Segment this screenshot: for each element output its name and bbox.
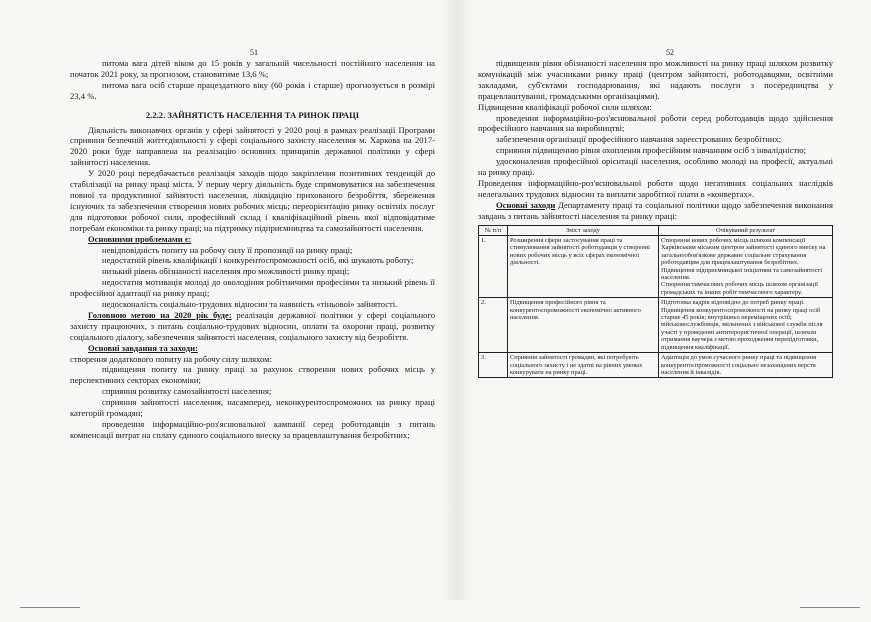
row-measure: Підвищення професійного рівня та конкурентоспроможності економічно активного населення. — [508, 298, 659, 353]
row-number: 2. — [479, 298, 508, 353]
table-header-row — [479, 225, 833, 235]
problems-heading: Основними проблемами є: — [88, 233, 192, 244]
result-item: Підвищення підприємницької ініціативи та самозайнятості населення. — [661, 266, 822, 282]
result-item: Адаптація до умов сучасного ринку праці та підвищення конкурентоспроможності соціально незахищених верств населення й інвалідів. — [661, 354, 817, 376]
paragraph: проведення інформаційно-роз'яснювальної роботи серед роботодавців щодо здійснення професійного навчання на виробництві; — [478, 112, 833, 134]
tasks-intro: створення додаткового попиту на робочу силу шляхом: — [70, 353, 272, 364]
row-result — [659, 353, 833, 378]
problems-list — [70, 245, 435, 310]
list-item: проведення інформаційно-роз'яснювальної кампанії серед роботодавців з питань компенсації витрат на сплату єдиного соціального внеску за працевлаштування безробітних; — [70, 419, 435, 440]
page-gutter — [440, 0, 474, 600]
header-measure: Зміст заходу — [508, 225, 659, 235]
row-measure: Розширення сфери застосування праці та стимулювання зайнятості роботодавців у створенні нових робочих місць у всіх сферах економічної діяльності. — [508, 236, 659, 298]
page-number: 52 — [666, 48, 674, 57]
header-result: Очікуваний результат — [659, 225, 833, 235]
row-result — [659, 236, 833, 298]
list-item: низький рівень обізнаності населення про можливості ринку праці; — [102, 266, 350, 277]
paragraph: підвищення рівня обізнаності населення про можливості на ринку праці шляхом розвитку комунікацій між учасниками ринку праці (центром зайнятості, роботодавцями, освітніми закладами, суб'єктами господарювання, які надають послуги з посередництва у працевлаштуванні, громадськими організаціями). — [478, 58, 833, 101]
page-right — [478, 0, 833, 600]
section-heading: 2.2.2. ЗАЙНЯТІСТЬ НАСЕЛЕННЯ ТА РИНОК ПРАЦІ — [145, 109, 360, 120]
tasks-list — [70, 364, 435, 440]
row-number: 1. — [479, 236, 508, 298]
list-item: невідповідність попиту на робочу силу її пропозиції на ринку праці; — [102, 244, 353, 255]
row-result — [659, 298, 833, 353]
list-item: сприяння зайнятості населення, насамперед, неконкурентоспроможних на ринку праці категорій громадян; — [70, 397, 435, 419]
paragraph: удосконалення професійної орієнтації населення, особливо молоді на професії, актуальні на ринку праці. — [478, 156, 833, 178]
paragraph: питома вага осіб старше працездатного віку (60 років і старше) прогнозується в розмірі 23,4 %. — [70, 79, 435, 101]
result-item: Створення нових робочих місць шляхом компенсації Харківським міським центром зайнятості єдиного внеску на загальнообов'язкове державне соціальне страхування роботодавцям для працевлаштування безробітних. — [661, 237, 826, 267]
page-text — [70, 58, 435, 441]
list-item: недостатня мотивація молоді до оволодіння робітничими професіями та низький рівень її професійної адаптації на ринку праці; — [70, 277, 435, 299]
tasks-heading: Основні завдання та заходи: — [88, 342, 198, 353]
paragraph: забезпечення організації професійного навчання зареєстрованих безробітних; — [496, 134, 782, 145]
list-item: недостатній рівень кваліфікації і конкурентоспроможності осіб, які шукають роботу; — [102, 255, 414, 266]
header-number: № п/п — [479, 225, 508, 235]
list-item: недосконалість соціально-трудових відносин та наявність «тіньової» зайнятості. — [102, 299, 398, 310]
paragraphs — [478, 58, 833, 200]
page-text — [478, 58, 833, 378]
table-row — [479, 236, 833, 298]
paragraph: Підвищення кваліфікації робочої сили шляхом: — [478, 101, 652, 112]
list-item: підвищення попиту на ринку праці за рахунок створення нових робочих місць у перспективних секторах економіки; — [70, 364, 435, 386]
page-left — [70, 0, 435, 600]
row-measure: Сприяння зайнятості громадян, які потребують соціального захисту і не здатні на рівних умовах конкурувати на ринку праці. — [508, 353, 659, 378]
table-row — [479, 298, 833, 353]
scan-edge-line — [800, 607, 860, 608]
goal-paragraph: Головною метою на 2020 рік буде: реалізація державної політики у сфері соціального захисту працюючих, з питань соціально-трудових відносин, оплати та охорони праці, розвитку соціального діалогу, забезпечення зайнятості населення, соціального захисту від безробіття. — [70, 309, 435, 342]
result-item: Підготовка кадрів відповідно до потреб ринку праці. Підвищення конкурентоспроможності на ринку праці осіб старше 45 років; внутрішньо переміщених осіб; військовослужбовців, звільнених з військової служби після участі у проведенні антитерористичної операції, шляхом отримання ваучера з метою проходження перепідготовки, підвищення кваліфікації. — [661, 299, 823, 351]
paragraph: У 2020 році передбачається реалізація заходів щодо закріплення позитивних тенденцій до стабілізації на ринку праці міста. У першу чергу діяльність буде спрямовуватися на забезпечення повної та продуктивної зайнятості населення, ліквідацію прихованого безробіття, збереження існуючих та забезпечення створення нових робочих місць; переорієнтацію ринку освітніх послуг для підготовки робочої сили, професійний склад і кваліфікаційний рівень якої відповідатиме потребам економіки та ринку праці; на підтримку підприємництва та самозайнятості населення. — [70, 168, 435, 233]
paragraph: сприяння підвищенню рівня охоплення професійним навчанням осіб з інвалідністю; — [496, 145, 806, 156]
dept-paragraph: Основні заходи Департаменту праці та соціальної політики щодо забезпечення виконання завдань з питань зайнятості населення та ринку праці: — [478, 199, 833, 221]
result-item: Створення тимчасових робочих місць шляхом організації громадських та інших робіт тимчасового характеру. — [661, 281, 818, 296]
paragraph: Діяльність виконавчих органів у сфері зайнятості у 2020 році в рамках реалізації Програми сприяння безпечній життєдіяльності у сфері соціального захисту населення м. Харкова на 2017-2020 роки буде направлена на реалізацію основних принципів державної політики у сфері зайнятості населення. — [70, 124, 435, 168]
paragraph: Проведення інформаційно-роз'яснювальної роботи щодо негативних соціальних наслідків нелегальних трудових відносин та виплати заробітної плати в «конвертах». — [478, 177, 833, 199]
page-number: 51 — [250, 48, 258, 57]
measures-table — [478, 225, 833, 379]
table-row — [479, 353, 833, 378]
paragraph: питома вага дітей віком до 15 років у загальній чисельності постійного населення на початок 2021 року, за прогнозом, становитиме 13,6 %; — [70, 58, 435, 79]
scan-edge-line — [20, 607, 80, 608]
list-item: сприяння розвитку самозайнятості населення; — [102, 386, 272, 397]
intro-paragraphs — [70, 58, 435, 234]
row-number: 3. — [479, 353, 508, 378]
